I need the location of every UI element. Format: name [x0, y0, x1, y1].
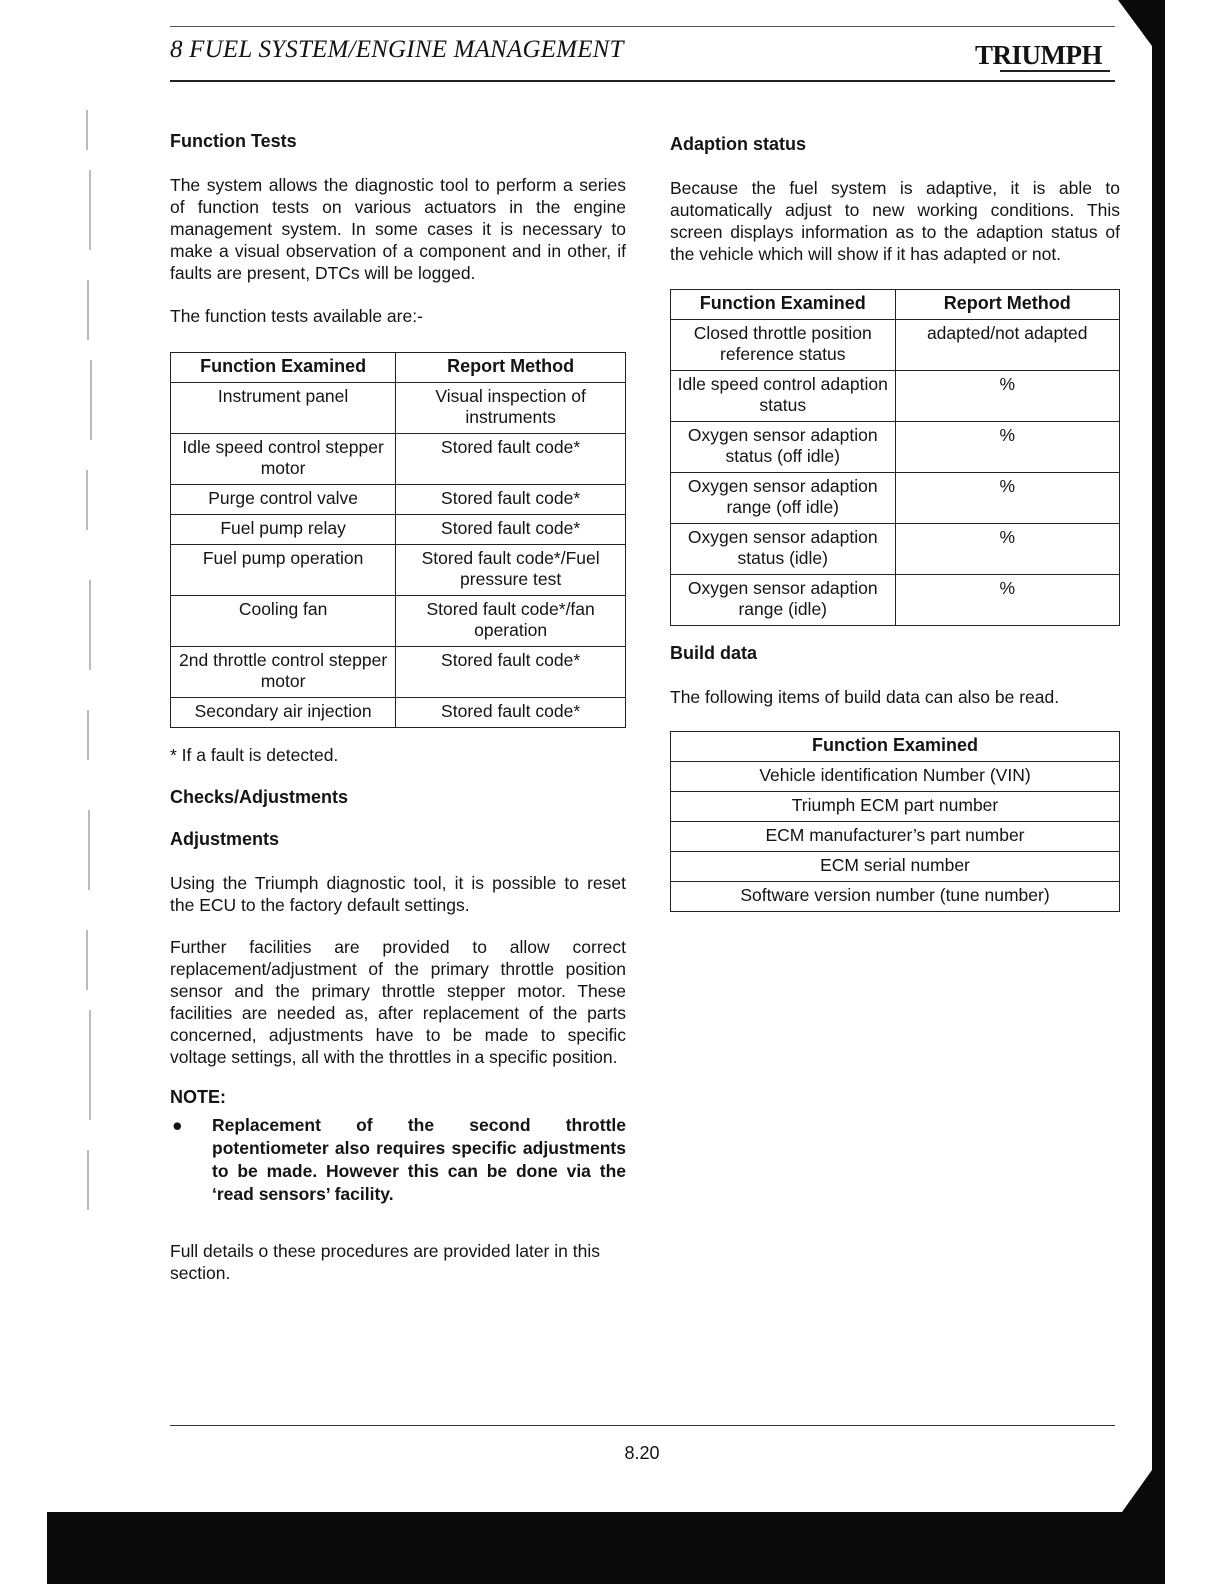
scan-corner-shadow: [1118, 0, 1152, 46]
column-header: Function Examined: [671, 732, 1120, 762]
binding-hole-marks: [78, 110, 96, 1260]
table-cell: Stored fault code*: [396, 485, 626, 515]
footer-rule: [170, 1425, 1115, 1426]
table-cell: Cooling fan: [171, 596, 396, 647]
table-row: [171, 545, 626, 596]
build-data-intro: The following items of build data can also be read.: [670, 687, 1060, 707]
table-row: [671, 371, 1120, 422]
header-rule: [170, 80, 1115, 82]
adjustments-paragraph-1: Using the Triumph diagnostic tool, it is possible to reset the ECU to the factory default settings.: [170, 873, 626, 915]
table-cell: Oxygen sensor adaption range (idle): [671, 575, 896, 626]
table-cell: Stored fault code*/Fuel pressure test: [396, 545, 626, 596]
table-cell: adapted/not adapted: [895, 320, 1120, 371]
table-cell: Stored fault code*: [396, 434, 626, 485]
left-column: [170, 130, 626, 1284]
table-row: [171, 383, 626, 434]
table-row: [671, 852, 1120, 882]
table-row: [171, 485, 626, 515]
scan-corner-shadow-bottom: [1122, 1470, 1152, 1512]
table-header-row: [671, 290, 1120, 320]
table-cell: Stored fault code*: [396, 698, 626, 728]
table-cell: Stored fault code*/fan operation: [396, 596, 626, 647]
table-row: [171, 596, 626, 647]
right-column: [670, 133, 1120, 912]
table-cell: 2nd throttle control stepper motor: [171, 647, 396, 698]
header-top-rule: [170, 26, 1115, 27]
table-row: [671, 882, 1120, 912]
note-list: [170, 1114, 626, 1206]
table-header-row: [171, 353, 626, 383]
table-cell: Stored fault code*: [396, 647, 626, 698]
table-cell: %: [895, 473, 1120, 524]
table-row: [671, 822, 1120, 852]
column-header: Report Method: [396, 353, 626, 383]
scan-edge-shadow: [1152, 0, 1165, 1512]
table-cell: Fuel pump relay: [171, 515, 396, 545]
table-cell: Idle speed control stepper motor: [171, 434, 396, 485]
table-cell: Purge control valve: [171, 485, 396, 515]
table-cell: Secondary air injection: [171, 698, 396, 728]
closing-paragraph: Full details o these procedures are provided later in this section.: [170, 1241, 600, 1283]
table-row: [671, 473, 1120, 524]
function-tests-heading: Function Tests: [170, 131, 297, 151]
adaption-status-intro: Because the fuel system is adaptive, it is able to automatically adjust to new working conditions. This screen displays information as to the adaption status of the vehicle which will show if it has adapted or not.: [670, 178, 1120, 264]
table-cell: ECM serial number: [671, 852, 1120, 882]
table-cell: Fuel pump operation: [171, 545, 396, 596]
table-cell: Instrument panel: [171, 383, 396, 434]
function-tests-available: The function tests available are:-: [170, 306, 423, 326]
adaption-status-table: [670, 289, 1120, 626]
table-row: [171, 698, 626, 728]
table-row: [671, 422, 1120, 473]
note-text: Replacement of the second throttle potentiometer also requires specific adjustments to be made. However this can be done via the ‘read sensors’ facility.: [212, 1115, 626, 1204]
table-footnote: * If a fault is detected.: [170, 745, 339, 765]
table-cell: Oxygen sensor adaption range (off idle): [671, 473, 896, 524]
page-number: 8.20: [624, 1443, 660, 1463]
triumph-logo: TRIUMPH: [975, 40, 1102, 70]
table-cell: Oxygen sensor adaption status (off idle): [671, 422, 896, 473]
build-data-table: [670, 731, 1120, 912]
checks-adjustments-heading: Checks/Adjustments: [170, 787, 349, 807]
table-cell: Idle speed control adaption status: [671, 371, 896, 422]
column-header: Function Examined: [171, 353, 396, 383]
table-row: [671, 320, 1120, 371]
column-header: Function Examined: [671, 290, 896, 320]
adjustments-heading: Adjustments: [170, 829, 280, 849]
table-cell: %: [895, 524, 1120, 575]
table-cell: Triumph ECM part number: [671, 792, 1120, 822]
table-cell: Software version number (tune number): [671, 882, 1120, 912]
logo-underline: [1000, 70, 1110, 72]
table-cell: ECM manufacturer’s part number: [671, 822, 1120, 852]
list-item: [170, 1114, 626, 1206]
adaption-status-heading: Adaption status: [670, 134, 807, 154]
scan-bottom-band: [47, 1512, 1165, 1584]
table-cell: Oxygen sensor adaption status (idle): [671, 524, 896, 575]
table-header-row: [671, 732, 1120, 762]
table-cell: %: [895, 371, 1120, 422]
bullet-icon: ●: [172, 1115, 183, 1135]
table-row: [671, 792, 1120, 822]
table-cell: Stored fault code*: [396, 515, 626, 545]
table-cell: Visual inspection of instruments: [396, 383, 626, 434]
table-row: [171, 515, 626, 545]
page-title: 8 FUEL SYSTEM/ENGINE MANAGEMENT: [170, 36, 624, 63]
function-tests-table: [170, 352, 626, 728]
note-label: NOTE:: [170, 1087, 226, 1107]
table-cell: %: [895, 422, 1120, 473]
adjustments-paragraph-2: Further facilities are provided to allow correct replacement/adjustment of the primary throttle position sensor and the primary throttle stepper motor. These facilities are needed as, after replacement of the parts concerned, adjustments have to be made to specific voltage settings, all with the throttles in a specific position.: [170, 937, 626, 1067]
table-row: [671, 524, 1120, 575]
table-cell: Vehicle identification Number (VIN): [671, 762, 1120, 792]
table-row: [171, 647, 626, 698]
table-row: [671, 762, 1120, 792]
table-row: [171, 434, 626, 485]
table-cell: %: [895, 575, 1120, 626]
table-cell: Closed throttle position reference status: [671, 320, 896, 371]
table-row: [671, 575, 1120, 626]
function-tests-intro: The system allows the diagnostic tool to perform a series of function tests on various actuators in the engine management system. In some cases it is necessary to make a visual observation of a component and in other, if faults are present, DTCs will be logged.: [170, 175, 626, 283]
build-data-heading: Build data: [670, 643, 758, 663]
column-header: Report Method: [895, 290, 1120, 320]
